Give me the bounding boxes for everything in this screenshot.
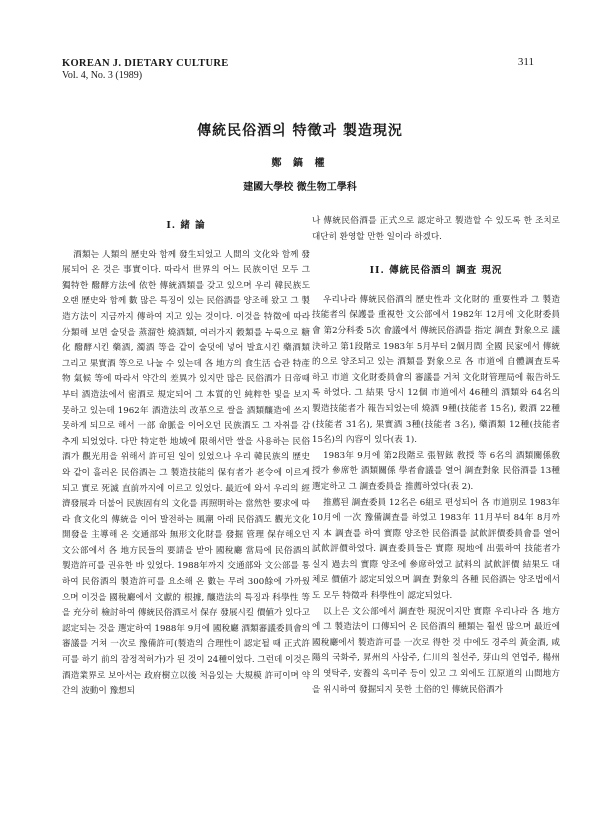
article-affiliation: 建國大學校 微生物工學科	[243, 182, 357, 193]
survey-paragraph-3: 推薦된 調査委員 12名은 6組로 편성되어 各 市道別로 1983年 10月에 一次 豫備調査를 하였고 1983年 11月부터 84年 8月까지 本 調査를 하여 實際 양조한 民俗酒를 試飮評價委員會를 열어 試飮評價하였다. 調査委員들은 實際 現地에 出張하여 技能者가 실지 過去의 實際 양조에 參席하였고 試料의 試飮評價 結果도 대체로 價値가 認定되었으며 調査 對象의 各種 民俗酒는 양조법에서도 모두 特徵과 科學性이 認定되었다.	[312, 497, 560, 602]
intro-paragraph: 酒類는 人類의 歷史와 함께 發生되었고 人間의 文化와 함께 發展되어 온 것은 事實이다. 따라서 世界의 어느 民族이던 모두 그 獨特한 醱酵方法에 依한 傳統酒類를 갖고 있으며 우리 韓民族도 오랜 歷史와 함께 數 많은 특징이 있는 民俗酒를 양조해 왔고 그 製造方法이 지금까지 傳하여 지고 있는 것이다. 이것을 特徵에 따라 分類해 보면 술덧을 蒸溜한 燒酒類, 여러가지 穀類를 누룩으로 糖化 醱酵시킨 藥酒, 濁酒 等을 같이 술덧에 넣어 발효시킨 藥酒類 그리고 果實酒 等으로 나눌 수 있는데 各 地方의 食生活 습관 特產物 氣候 等에 따라서 약간의 差異가 있지만 많은 民俗酒가 日帝때부터 酒造法에서 密酒로 規定되어 그 本質的인 純粹한 빛을 보지 못하고 있는데 1962年 酒造法의 改革으로 쌀을 酒類釀造에 쓰지 못하게 되므로 해서 一部 命脈을 이어오던 民族酒도 그 자취를 감추게 되었었다. 다만 特定한 地域에 限해서만 쌀을 사용하는 民俗酒가 觀光用을 위해서 許可된 일이 있었으나 우리 韓民族의 歷史와 같이 흘러온 民俗酒는 그 製造技能의 保有者가 老令에 이르게 되고 實로 死滅 直前까지에 이르고 있었다. 最近에 와서 우리의 經濟發展과 더불어 民族固有의 文化를 再照明하는 當然한 要求에 따라 食文化의 傳統을 이어 발전하는 風潮 아래 民俗酒도 觀光文化開發을 主導해 온 交通部와 無形文化財를 發掘 管理 保存해오던 文公部에서 各 地方民들의 要請을 받아 國稅廳 當局에 民俗酒의 製造許可를 권유한 바 있었다. 1988年까지 交通部와 文公部를 통하여 民俗酒의 製造許可를 요소해 온 數는 무려 300餘에 가까웠으며 이것을 國稅廳에서 文獻的 根據, 釀造法의 특징과 科學性 等을 充分히 檢討하여 傳統民俗酒로서 保存 發展시킬 價値가 있다고 認定되는 것을 選定하여 1988年 9月에 國稅廳 酒類審議委員會의 審議를 거쳐 一次로 豫備許可(製造의 合理性이 認定될 때 正式許可를 하기 前의 잠정적허가)가 된 것이 24種이었다. 그런데 이것은 酒造業界로 보아서는 政府樹立以後 처음있는 大規模 許可이며 약간의 波動이 豫想되	[62, 249, 310, 697]
journal-name: KOREAN J. DIETARY CULTURE	[62, 58, 229, 69]
continued-paragraph: 나 傳統民俗酒를 正式으로 認定하고 製造할 수 있도록 한 조치로 대단히 환영할 만한 일이라 하겠다.	[312, 216, 560, 242]
survey-paragraph-1: 우리나라 傳統民俗酒의 歷史性과 文化財的 重要性과 그 製造技能者의 保護를 重視한 文公部에서 1982年 12月에 文化財委員會 第2分科委 5次 會議에서 傳統民俗酒를 指定 調査 對象으로 議決하고 第1段階로 1983年 5月부터 2個月間 全國 民家에서 傳統的으로 양조되고 있는 酒類를 對象으로 各 市道에 自體調査토록 하고 市道 文化財委員會의 審議를 거쳐 文化財管理局에 報告하도록 하였다. 그 結果 당시 12個 市道에서 46種의 酒類와 64名의 製造技能者가 報告되었는데 燒酒 9種(技能者 15名), 穀酒 22種(技能者 31名), 果實酒 3種(技能者 3名), 藥酒類 12種(技能者 15名)의 內容이 있다(表 1).	[312, 294, 560, 446]
current-status-heading: II. 傳統民俗酒의 調査 現況	[369, 265, 503, 277]
left-column	[62, 214, 310, 700]
right-column	[312, 214, 560, 698]
page-number: 311	[517, 56, 534, 68]
journal-header	[62, 58, 229, 82]
article-author: 鄭 鎬 權	[271, 158, 329, 169]
survey-paragraph-4: 以上은 文公部에서 調査한 現況이지만 實際 우리나라 各 地方에 그 製造法이 口傳되어 온 民俗酒의 種類는 훨씬 많으며 最近에 國稅廳에서 製造許可를 一次로 得한 것 中에도 경주의 黃金酒, 咸陽의 국화주, 昇州의 사삼주, 仁川의 칠선주, 芽山의 연엽주, 楊州의 엿탁주, 安養의 옥미주 등이 있고 그 외에도 江原道의 山間地方을 위시하여 發掘되지 못한 土俗的인 傳統民俗酒가	[312, 606, 560, 695]
journal-volume: Vol. 4, No. 3 (1989)	[62, 70, 143, 81]
intro-heading: I. 緒 論	[166, 220, 206, 231]
article-title: 傳統民俗酒의 特徵과 製造現況	[197, 123, 403, 139]
survey-paragraph-2: 1983年 9月에 第2段階로 張智鉉 敎授 等 6名의 酒類關係敎授가 參席한 酒類關係 學者會議를 열어 調査對象 民俗酒를 13種 選定하고 그 調査委員을 推薦하였다(表 2).	[312, 450, 560, 492]
